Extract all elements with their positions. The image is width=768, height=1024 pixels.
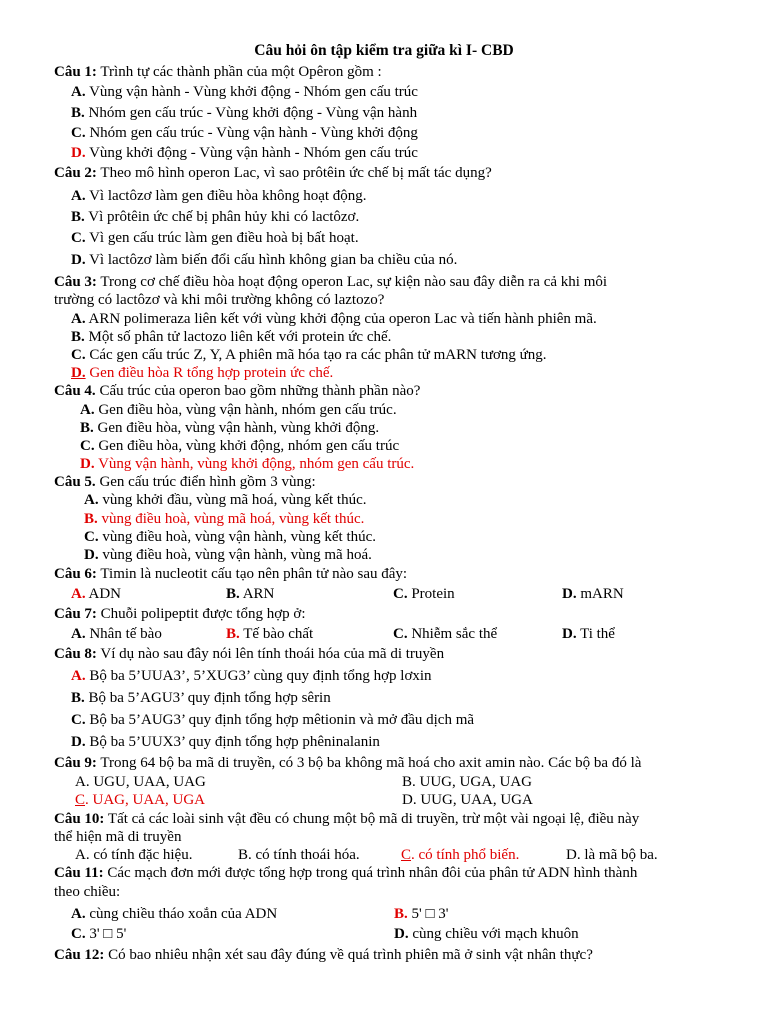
question-number: Câu 6: — [54, 566, 97, 582]
option-label: C. — [84, 529, 99, 545]
q7-option-b — [226, 625, 313, 643]
q9-option-a: A. UGU, UAA, UAG — [75, 774, 206, 790]
q6-option-b — [226, 585, 274, 603]
q5-option-a — [84, 491, 366, 509]
option-label: C. — [80, 438, 95, 454]
question-7 — [54, 605, 306, 623]
option-text: 5' □ 3' — [407, 906, 449, 922]
question-2 — [54, 164, 492, 182]
option-text: Ti thể — [576, 626, 615, 642]
question-number: Câu 11: — [54, 865, 104, 881]
option-text: 3' □ 5' — [85, 926, 127, 942]
q3-option-b — [71, 328, 391, 346]
option-label: C. — [71, 125, 86, 141]
question-12 — [54, 946, 593, 964]
q4-option-d — [80, 455, 414, 473]
question-number: Câu 8: — [54, 646, 97, 662]
option-label: A. — [71, 668, 86, 684]
q9-options-row-2 — [0, 791, 768, 809]
question-3-line-2 — [54, 291, 384, 309]
option-label: D. — [71, 365, 86, 381]
question-text: thể hiện mã di truyền — [54, 829, 182, 845]
q7-option-d — [562, 625, 615, 643]
option-label: C. — [71, 712, 86, 728]
question-number: Câu 2: — [54, 165, 97, 181]
q10-option-a: A. có tính đặc hiệu. — [75, 847, 193, 863]
q10-option-c — [401, 846, 519, 864]
option-text: Tế bào chất — [239, 626, 314, 642]
option-label: A. — [80, 402, 95, 418]
option-text: Vùng vận hành, vùng khởi động, nhóm gen cấu trúc. — [94, 456, 415, 472]
option-text: Vì lactôzơ làm biến đổi cấu hình không gian ba chiều của nó. — [85, 252, 458, 268]
option-text: . có tính phổ biến. — [411, 847, 520, 863]
option-text: cùng chiều với mạch khuôn — [408, 926, 579, 942]
option-label: A. — [71, 906, 86, 922]
option-label: D. — [71, 145, 86, 161]
question-number: Câu 1: — [54, 64, 97, 80]
option-label: D. — [71, 734, 86, 750]
option-text: Nhân tế bào — [85, 626, 162, 642]
q8-option-d — [71, 733, 380, 751]
q8-option-a — [71, 667, 432, 685]
option-label: A. — [71, 311, 86, 327]
q1-option-a — [71, 83, 418, 101]
q2-option-b — [71, 208, 359, 226]
option-label: A. — [71, 84, 86, 100]
option-text: vùng điều hoà, vùng vận hành, vùng kết thúc. — [98, 529, 377, 545]
option-text: Nhóm gen cấu trúc - Vùng khởi động - Vùng vận hành — [84, 105, 418, 121]
question-11-line-2 — [54, 883, 120, 901]
question-text: trường có lactôzơ và khi môi trường không có laztozo? — [54, 292, 385, 308]
q7-options — [0, 625, 768, 643]
option-text: Một số phân tử lactozo liên kết với protein ức chế. — [84, 329, 392, 345]
q6-option-a — [71, 585, 121, 603]
question-10-line-2 — [54, 828, 181, 846]
question-text: Theo mô hình operon Lac, vì sao prôtêin ức chế bị mất tác dụng? — [96, 165, 492, 181]
option-label: D. — [394, 926, 409, 942]
q2-option-a — [71, 187, 367, 205]
option-label: D. — [71, 252, 86, 268]
option-text: Bộ ba 5’UUA3’, 5’XUG3’ cùng quy định tổng hợp lơxin — [85, 668, 432, 684]
q3-option-d — [71, 364, 333, 382]
option-label: C. — [71, 230, 86, 246]
question-number: Câu 5. — [54, 474, 96, 490]
option-label: A. — [71, 586, 86, 602]
question-text: Trong cơ chế điều hòa hoạt động operon Lac, sự kiện nào sau đây diễn ra cả khi môi — [96, 274, 608, 290]
option-text: . UAG, UAA, UGA — [85, 792, 206, 808]
option-text: Gen điều hòa, vùng khởi động, nhóm gen cấu trúc — [94, 438, 400, 454]
question-11 — [54, 864, 637, 882]
option-label: B. — [226, 626, 240, 642]
option-text: Nhóm gen cấu trúc - Vùng vận hành - Vùng khởi động — [85, 125, 418, 141]
option-text: Vì gen cấu trúc làm gen điều hoà bị bất hoạt. — [85, 230, 359, 246]
option-text: vùng điều hoà, vùng vận hành, vùng mã hoá. — [98, 547, 372, 563]
option-label: A. — [71, 626, 86, 642]
option-label: B. — [84, 511, 98, 527]
question-9 — [54, 754, 641, 772]
question-text: Trong 64 bộ ba mã di truyền, có 3 bộ ba không mã hoá cho axit amin nào. Các bộ ba đó là — [96, 755, 642, 771]
option-label: D. — [562, 626, 577, 642]
question-text: Trình tự các thành phần của một Opêron gồm : — [96, 64, 382, 80]
question-text: Ví dụ nào sau đây nói lên tính thoái hóa của mã di truyền — [96, 646, 445, 662]
option-text: Gen điều hòa R tổng hợp protein ức chế. — [85, 365, 334, 381]
question-3 — [54, 273, 607, 291]
question-1 — [54, 63, 382, 81]
question-6 — [54, 565, 407, 583]
option-text: Vì prôtêin ức chế bị phân hủy khi có lactôzơ. — [84, 209, 360, 225]
question-text: Gen cấu trúc điển hình gồm 3 vùng: — [95, 474, 316, 490]
option-text: mARN — [576, 586, 624, 602]
option-label: C — [401, 847, 412, 863]
option-label: B. — [71, 209, 85, 225]
q11-option-b — [394, 905, 448, 923]
option-text: ARN — [239, 586, 275, 602]
option-label: A. — [71, 188, 86, 204]
option-label: C. — [393, 586, 408, 602]
q5-option-b — [84, 510, 364, 528]
q11-options-row-2 — [0, 925, 768, 943]
option-text: Bộ ba 5’AUG3’ quy định tổng hợp mêtionin và mở đầu dịch mã — [85, 712, 475, 728]
q10-option-d: D. là mã bộ ba. — [566, 847, 658, 863]
option-label: B. — [394, 906, 408, 922]
q11-options-row-1 — [0, 905, 768, 923]
q3-option-a — [71, 310, 597, 328]
question-number: Câu 3: — [54, 274, 97, 290]
option-text: vùng khởi đầu, vùng mã hoá, vùng kết thúc. — [98, 492, 367, 508]
option-text: Bộ ba 5’AGU3’ quy định tổng hợp sêrin — [84, 690, 331, 706]
question-number: Câu 9: — [54, 755, 97, 771]
q1-option-b — [71, 104, 417, 122]
q6-options — [0, 585, 768, 603]
option-text: Nhiễm sắc thể — [407, 626, 498, 642]
option-text: Gen điều hòa, vùng vận hành, vùng khởi động. — [93, 420, 380, 436]
option-text: ARN polimeraza liên kết với vùng khởi động của operon Lac và tiến hành phiên mã. — [85, 311, 597, 327]
option-label: D. — [80, 456, 95, 472]
option-text: Gen điều hòa, vùng vận hành, nhóm gen cấu trúc. — [94, 402, 397, 418]
option-label: B. — [226, 586, 240, 602]
q1-option-d — [71, 144, 418, 162]
q7-option-a — [71, 625, 162, 643]
question-text: Các mạch đơn mới được tổng hợp trong quá trình nhân đôi của phân tử ADN hình thành — [103, 865, 638, 881]
question-10 — [54, 810, 639, 828]
option-label: A. — [84, 492, 99, 508]
q2-option-c — [71, 229, 359, 247]
q11-option-d — [394, 925, 579, 943]
question-8 — [54, 645, 444, 663]
question-number: Câu 12: — [54, 947, 105, 963]
q11-option-c — [71, 925, 126, 943]
option-text: Protein — [407, 586, 455, 602]
question-text: Cấu trúc của operon bao gồm những thành phần nào? — [95, 383, 421, 399]
q8-option-c — [71, 711, 474, 729]
question-5 — [54, 473, 316, 491]
q3-option-c — [71, 346, 547, 364]
option-text: cùng chiều tháo xoắn của ADN — [85, 906, 278, 922]
option-label: B. — [80, 420, 94, 436]
q10-option-b: B. có tính thoái hóa. — [238, 847, 360, 863]
question-text: Timin là nucleotit cấu tạo nên phân tử nào sau đây: — [96, 566, 408, 582]
q6-option-c — [393, 585, 455, 603]
option-text: Các gen cấu trúc Z, Y, A phiên mã hóa tạo ra các phân tử mARN tương ứng. — [85, 347, 547, 363]
option-label: C. — [71, 347, 86, 363]
document-title: Câu hỏi ôn tập kiểm tra giữa kì I- CBD — [254, 42, 514, 59]
q1-option-c — [71, 124, 418, 142]
question-number: Câu 10: — [54, 811, 105, 827]
q4-option-a — [80, 401, 397, 419]
q5-option-d — [84, 546, 372, 564]
question-number: Câu 7: — [54, 606, 97, 622]
q6-option-d — [562, 585, 624, 603]
q4-option-b — [80, 419, 379, 437]
q9-option-c — [75, 791, 205, 809]
option-text: Vì lactôzơ làm gen điều hòa không hoạt động. — [85, 188, 367, 204]
q9-option-b: B. UUG, UGA, UAG — [402, 774, 532, 790]
question-number: Câu 4. — [54, 383, 96, 399]
q9-options-row-1 — [0, 773, 768, 791]
option-label: B. — [71, 329, 85, 345]
option-label: B. — [71, 105, 85, 121]
option-text: Vùng khởi động - Vùng vận hành - Nhóm gen cấu trúc — [85, 145, 418, 161]
option-label: C. — [393, 626, 408, 642]
question-text: Chuỗi polipeptit được tổng hợp ở: — [96, 606, 306, 622]
q2-option-d — [71, 251, 457, 269]
option-label: C. — [71, 926, 86, 942]
option-text: Bộ ba 5’UUX3’ quy định tổng hợp phêninalanin — [85, 734, 380, 750]
option-text: vùng điều hoà, vùng mã hoá, vùng kết thúc. — [97, 511, 365, 527]
q5-option-c — [84, 528, 376, 546]
q8-option-b — [71, 689, 331, 707]
question-text: Có bao nhiêu nhận xét sau đây đúng về quá trình phiên mã ở sinh vật nhân thực? — [104, 947, 593, 963]
question-text: theo chiều: — [54, 884, 121, 900]
option-label: D. — [562, 586, 577, 602]
option-label: D. — [84, 547, 99, 563]
question-4 — [54, 382, 420, 400]
q4-option-c — [80, 437, 399, 455]
q11-option-a — [71, 905, 277, 923]
q7-option-c — [393, 625, 497, 643]
option-label: B. — [71, 690, 85, 706]
option-label: C — [75, 792, 86, 808]
q10-options — [0, 846, 768, 864]
option-text: ADN — [85, 586, 122, 602]
question-text: Tất cả các loài sinh vật đều có chung một bộ mã di truyền, trừ một vài ngoại lệ, điều này — [104, 811, 640, 827]
q9-option-d: D. UUG, UAA, UGA — [402, 792, 533, 808]
option-text: Vùng vận hành - Vùng khởi động - Nhóm gen cấu trúc — [85, 84, 418, 100]
